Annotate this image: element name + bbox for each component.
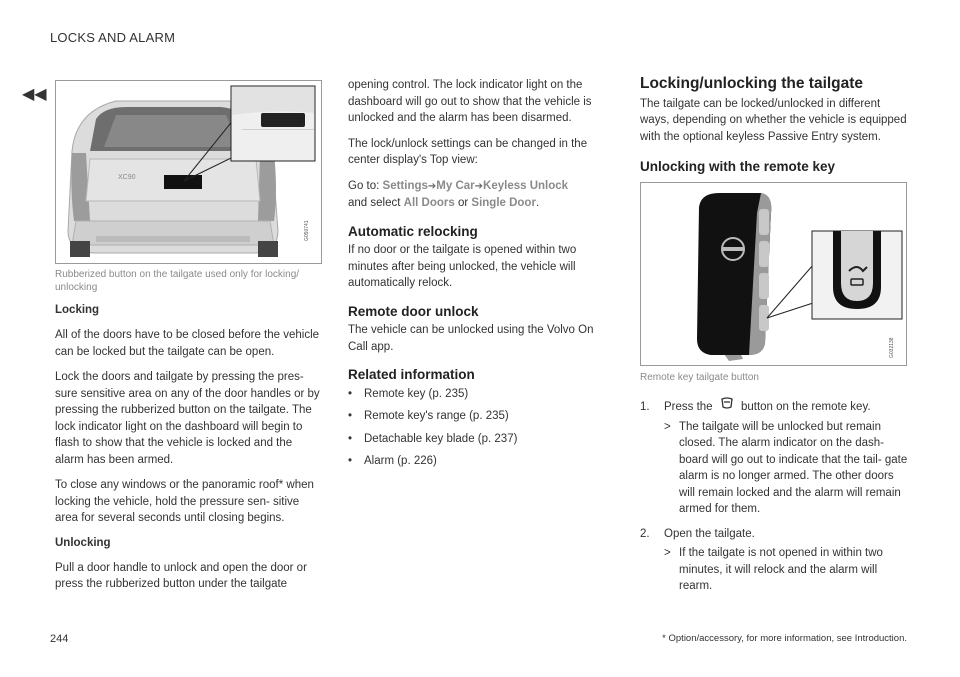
tailgate-heading: Locking/unlocking the tailgate [640, 75, 864, 92]
relocking-paragraph: If no door or the tailgate is opened within two minutes after being unlocked, the vehicle will automatically relock. [348, 244, 577, 289]
arrow-right-icon: ➔ [474, 180, 484, 192]
footnote: * Option/accessory, for more information, see Introduction. [662, 633, 907, 644]
locking-paragraph-3: To close any windows or the panoramic roof* when locking the vehicle, hold the pressure sen- sitive area for several seconds until closing begins. [55, 479, 314, 524]
locking-paragraph-1: All of the doors have to be closed before the vehicle can be locked but the tailgate can be open. [55, 329, 320, 358]
goto-label: Go to: [348, 179, 380, 192]
unlocking-heading: Unlocking [55, 536, 111, 549]
figure-caption: Rubberized button on the tailgate used only for locking/ unlocking [55, 269, 300, 293]
sentence-period: . [535, 197, 540, 209]
column-1 [55, 0, 322, 602]
remote-unlock-heading: Remote door unlock [348, 303, 479, 319]
related-link[interactable]: • Remote key's range (p. 235) [348, 410, 509, 422]
tailgate-button-icon [716, 396, 738, 416]
step-1-result: > The tailgate will be unlocked but remain closed. The alarm indicator on the dash- board will go out to indicate that the tail- gate alarm is no longer armed. The other doors will remain locked and the alarm will remain armed for them. [664, 420, 908, 515]
step-1: 1. Press the button on the remote key. [640, 396, 908, 416]
remote-key-illustration [641, 183, 906, 365]
car-rear-illustration [56, 81, 321, 263]
menu-settings: Settings [382, 179, 428, 192]
arrow-right-icon: ➔ [427, 180, 437, 192]
continued-marker: ◀◀ [22, 86, 47, 103]
related-link[interactable]: • Alarm (p. 226) [348, 455, 437, 467]
menu-path [348, 178, 608, 212]
tailgate-figure [55, 80, 322, 264]
tailgate-intro: The tailgate can be locked/unlocked in different ways, depending on whether the vehicle is equipped with the optional keyless Passive Entry system. [640, 97, 907, 143]
remote-unlock-paragraph: The vehicle can be unlocked using the Volvo On Call app. [348, 324, 594, 353]
column-2 [348, 77, 608, 476]
remote-key-heading: Unlocking with the remote key [640, 159, 836, 174]
continued-paragraph: opening control. The lock indicator light on the dashboard will go out to show that the vehicle is unlocked and the alarm has been disarmed. [348, 79, 592, 124]
remote-key-caption: Remote key tailgate button [640, 371, 759, 383]
select-label: and select [348, 197, 401, 209]
car-badge: XC90 [118, 174, 136, 181]
page-number: 244 [50, 633, 69, 645]
step-2-result: > If the tailgate is not opened in within two minutes, it will relock and the alarm will rearm. [664, 547, 883, 592]
column-3 [640, 76, 908, 603]
option-all-doors: All Doors [403, 197, 455, 209]
related-link[interactable]: • Remote key (p. 235) [348, 387, 469, 400]
locking-paragraph-2: Lock the doors and tailgate by pressing the pres- sure sensitive area on any of the door handles or by pressing the rubberized button on the tailgate. The lock indicator light on the dashboard will begin to flash to show that the vehicle is locked and the alarm has been armed. [55, 371, 320, 466]
menu-keyless-unlock: Keyless Unlock [483, 179, 569, 192]
settings-paragraph: The lock/unlock settings can be changed in the center display's Top view: [348, 137, 588, 166]
or-label: or [457, 197, 469, 209]
step-2: 2. Open the tailgate. [640, 527, 755, 540]
menu-my-car: My Car [436, 179, 475, 192]
figure-id: G032138 [889, 336, 895, 358]
automatic-relocking-heading: Automatic relocking [348, 223, 478, 239]
section-title: LOCKS AND ALARM [50, 30, 176, 45]
remote-key-figure [640, 182, 907, 366]
figure-id: G050741 [304, 220, 310, 241]
locking-heading: Locking [55, 304, 100, 316]
related-link[interactable]: • Detachable key blade (p. 237) [348, 432, 518, 445]
option-single-door: Single Door [471, 197, 536, 209]
related-info-heading: Related information [348, 367, 475, 382]
unlocking-paragraph: Pull a door handle to unlock and open the door or press the rubberized button under the tailgate [55, 561, 307, 590]
